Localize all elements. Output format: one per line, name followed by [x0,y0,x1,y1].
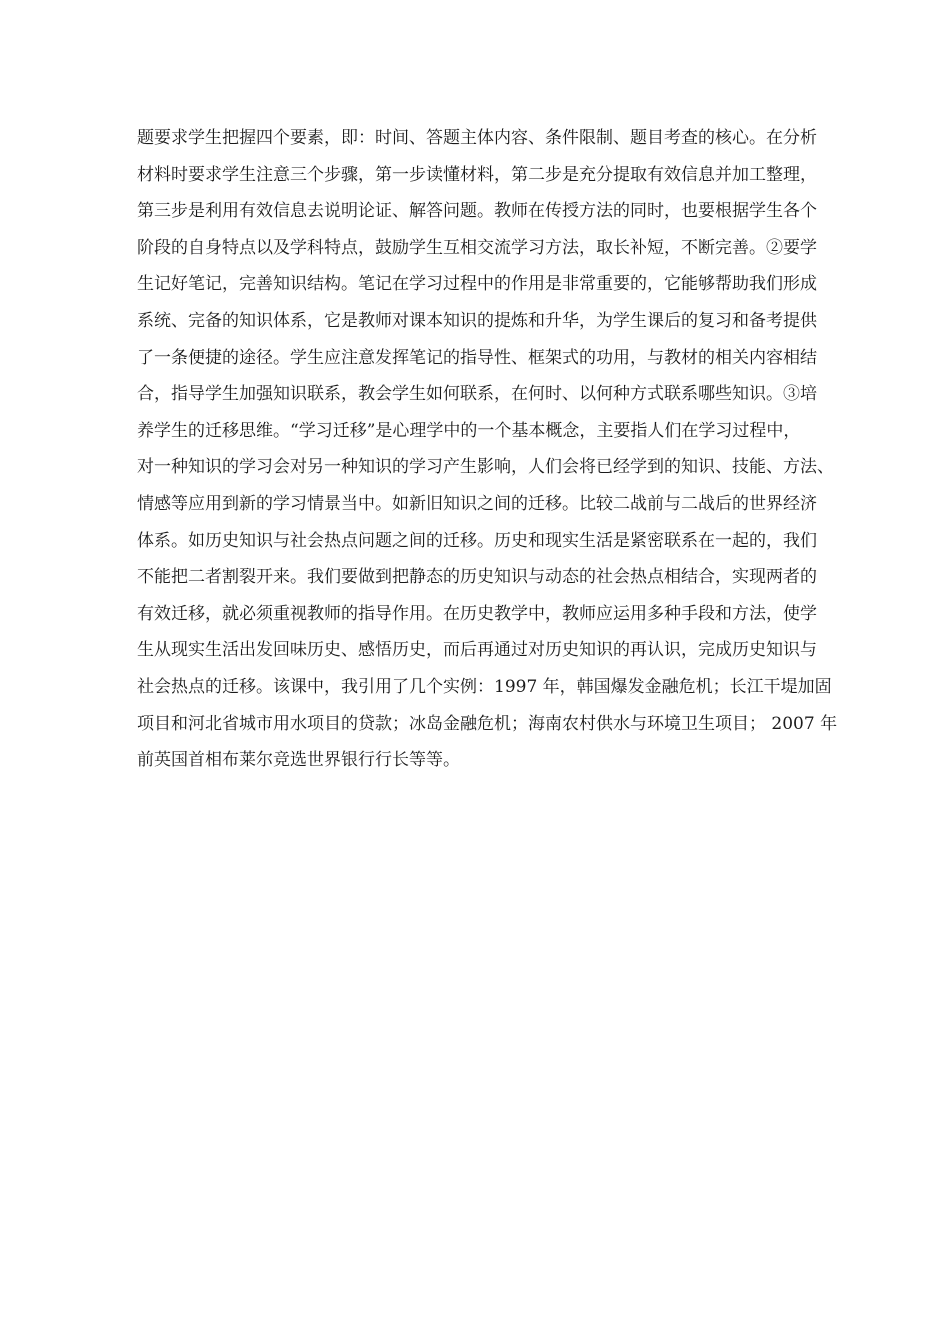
text-line: 生从现实生活出发回味历史、感悟历史，而后再通过对历史知识的再认识，完成历史知识与 [137,640,817,661]
text-line: 阶段的自身特点以及学科特点，鼓励学生互相交流学习方法，取长补短，不断完善。②要学 [137,237,817,258]
text-line: 生记好笔记，完善知识结构。笔记在学习过程中的作用是非常重要的，它能够帮助我们形成 [137,274,817,295]
text-line: 系统、完备的知识体系，它是教师对课本知识的提炼和升华，为学生课后的复习和备考提供 [137,310,817,331]
body-paragraph [137,120,837,779]
text-line: 体系。如历史知识与社会热点问题之间的迁移。历史和现实生活是紧密联系在一起的，我们 [137,530,817,551]
text-line: 不能把二者割裂开来。我们要做到把静态的历史知识与动态的社会热点相结合，实现两者的 [137,567,817,588]
text-line: 题要求学生把握四个要素，即：时间、答题主体内容、条件限制、题目考查的核心。在分析 [137,128,817,148]
text-line: 养学生的迁移思维。“学习迁移”是心理学中的一个基本概念，主要指人们在学习过程中， [137,420,801,441]
text-line: 材料时要求学生注意三个步骤，第一步读懂材料，第二步是充分提取有效信息并加工整理， [137,164,817,185]
text-line: 情感等应用到新的学习情景当中。如新旧知识之间的迁移。比较二战前与二战后的世界经济 [137,493,817,514]
text-line: 第三步是利用有效信息去说明论证、解答问题。教师在传授方法的同时，也要根据学生各个 [137,201,817,222]
text-line: 项目和河北省城市用水项目的贷款；冰岛金融危机；海南农村供水与环境卫生项目； 2007 年 [137,713,838,734]
text-line: 有效迁移，就必须重视教师的指导作用。在历史教学中，教师应运用多种手段和方法，使学 [137,603,817,624]
text-line: 合，指导学生加强知识联系，教会学生如何联系，在何时、以何种方式联系哪些知识。③培 [137,384,817,405]
text-line: 前英国首相布莱尔竞选世界银行行长等等。 [137,750,460,771]
text-line: 社会热点的迁移。该课中，我引用了几个实例：1997 年，韩国爆发金融危机；长江干堤加固 [137,676,832,697]
text-line: 了一条便捷的途径。学生应注意发挥笔记的指导性、框架式的功用，与教材的相关内容相结 [137,347,817,368]
text-line: 对一种知识的学习会对另一种知识的学习产生影响，人们会将已经学到的知识、技能、方法、 [137,457,834,478]
